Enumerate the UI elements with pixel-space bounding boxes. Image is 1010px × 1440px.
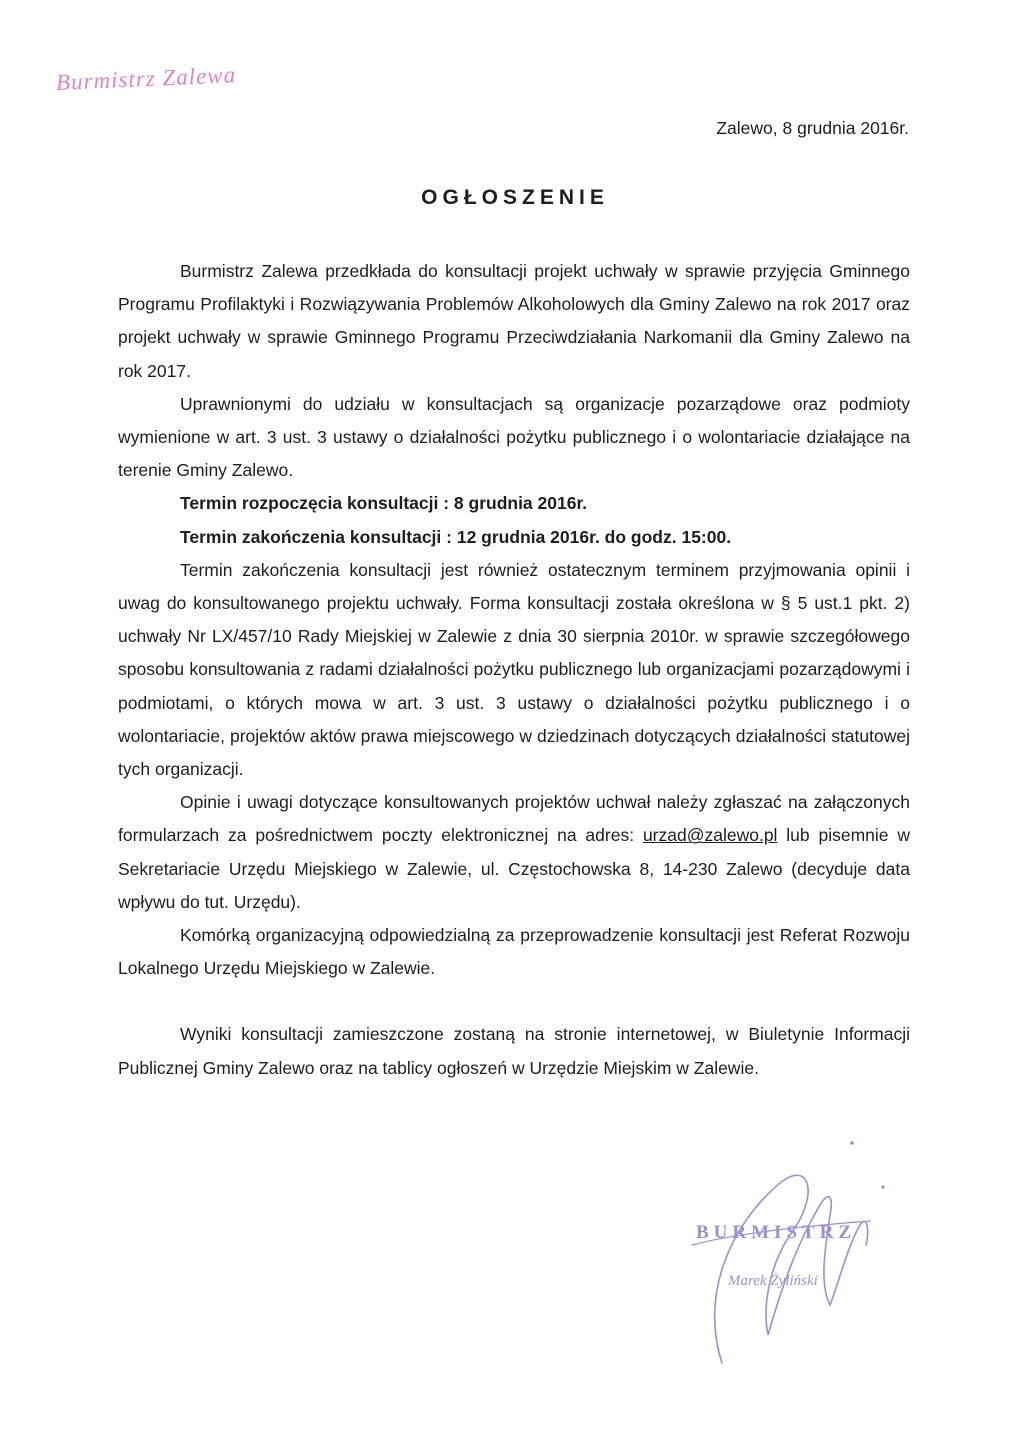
document-title: OGŁOSZENIE bbox=[421, 186, 609, 209]
paragraph-responsible-unit: Komórką organizacyjną odpowiedzialną za przeprowadzenie konsultacji jest Referat Rozwoju Lokalnego Urzędu Miejskiego w Zalewie. bbox=[118, 925, 910, 979]
submission-text-after: lub pisemnie w Sekretariacie Urzędu Miejskiego w Zalewie, ul. Częstochowska 8, 14-230 Zalewo (decyduje data wpływu do tut. Urzędu). bbox=[118, 825, 911, 912]
mayor-stamp-title: BURMISTRZ bbox=[696, 1222, 857, 1243]
paragraph-consultation-form: Termin zakończenia konsultacji jest również ostatecznym terminem przyjmowania opinii i uwag do konsultowanego projektu uchwały. Forma konsultacji została określona w § 5 ust.1 pkt. 2) uchwały Nr LX/457/10 Rady Miejskiej w Zalewie z dnia 30 sierpnia 2010r. w sprawie szczegółowego sposobu konsultowania z radami działalności pożytku publicznego lub organizacjami pozarządowymi i podmiotami, o których mowa w art. 3 ust. 3 ustawy o działalności pożytku publicznego i o wolontariacie, projektów aktów prawa miejscowego w dziedzinach dotyczących działalności statutowej tych organizacji. bbox=[118, 559, 910, 780]
paragraph-eligibility: Uprawnionymi do udziału w konsultacjach są organizacje pozarządowe oraz podmioty wymienione w art. 3 ust. 3 ustawy o działalności pożytku publicznego i o wolontariacie działające na terenie Gminy Zalewo. bbox=[118, 393, 910, 481]
term-end: Termin zakończenia konsultacji : 12 grudnia 2016r. do godz. 15:00. bbox=[180, 526, 732, 547]
header-stamp: Burmistrz Zalewa bbox=[55, 62, 237, 95]
date-line: Zalewo, 8 grudnia 2016r. bbox=[716, 118, 909, 138]
paragraph-submission bbox=[118, 786, 910, 919]
document-body bbox=[118, 255, 910, 1085]
mayor-stamp-name: Marek Żyliński bbox=[728, 1273, 818, 1289]
signature-block bbox=[670, 1135, 910, 1375]
paragraph-results: Wyniki konsultacji zamieszczone zostaną na stronie internetowej, w Biuletynie Informacji Publicznej Gminy Zalewo oraz na tablicy ogłoszeń w Urzędzie Miejskim w Zalewie. bbox=[118, 1024, 910, 1078]
submission-text-before: Opinie i uwagi dotyczące konsultowanych projektów uchwał należy zgłaszać na załączonych formularzach za pośrednictwem poczty elektronicznej na adres: bbox=[118, 792, 910, 846]
email-link[interactable]: urzad@zalewo.pl bbox=[642, 825, 778, 846]
handwritten-signature bbox=[670, 1135, 910, 1375]
paragraph-intro: Burmistrz Zalewa przedkłada do konsultacji projekt uchwały w sprawie przyjęcia Gminnego Programu Profilaktyki i Rozwiązywania Problemów Alkoholowych dla Gminy Zalewo na rok 2017 oraz projekt uchwały w sprawie Gminnego Programu Przeciwdziałania Narkomanii dla Gminy Zalewo na rok 2017. bbox=[118, 261, 910, 381]
term-start: Termin rozpoczęcia konsultacji : 8 grudnia 2016r. bbox=[180, 493, 588, 514]
